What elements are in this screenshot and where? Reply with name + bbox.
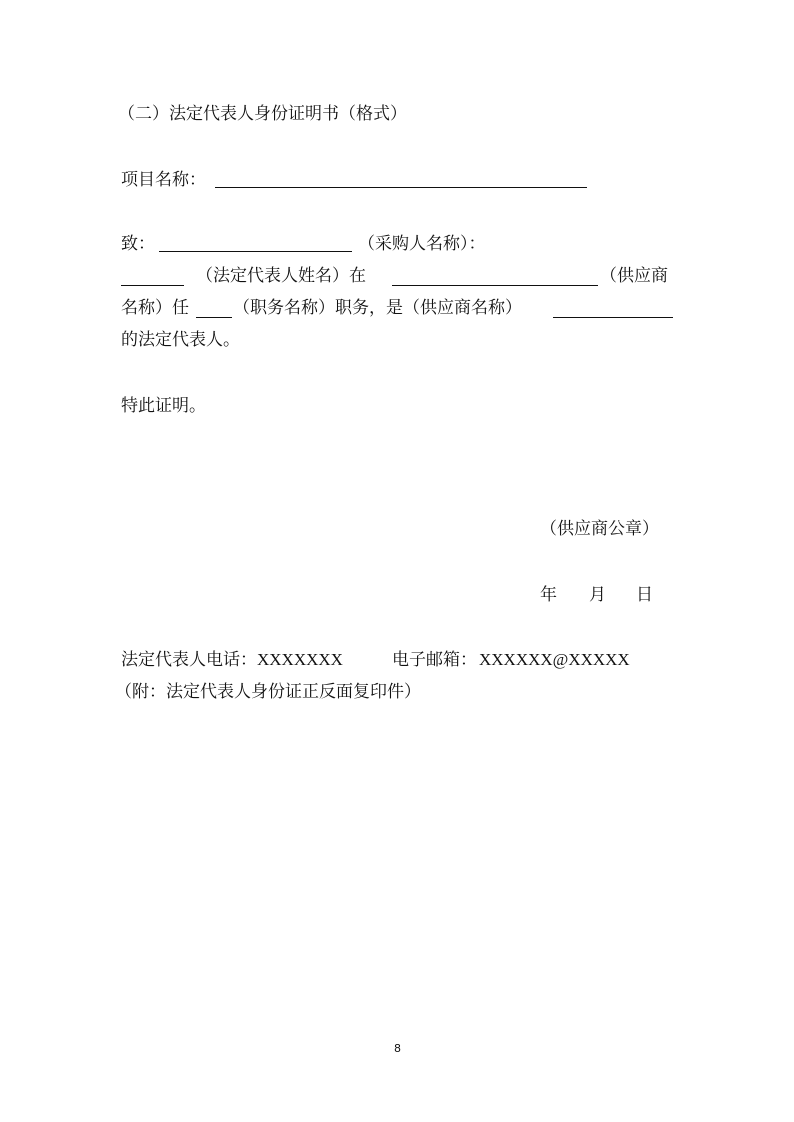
supplier-name-blank-2 xyxy=(553,317,673,318)
position-blank xyxy=(196,317,232,318)
position-hint: （职务名称）职务，是（供应商名称） xyxy=(233,298,522,318)
project-name-label: 项目名称： xyxy=(121,170,206,190)
project-name-blank xyxy=(215,187,587,188)
purchaser-name-blank xyxy=(159,251,352,252)
purchaser-name-hint: （采购人名称）： xyxy=(358,234,486,254)
phone-label: 法定代表人电话： xyxy=(121,650,257,670)
to-label: 致： xyxy=(121,234,155,254)
supplier-seal-label: （供应商公章） xyxy=(540,519,659,539)
supplier-name-blank-1 xyxy=(392,285,598,286)
date-month: 月 xyxy=(589,585,606,605)
date-year: 年 xyxy=(540,585,557,605)
email-label: 电子邮箱： xyxy=(392,650,477,670)
legal-rep-name-blank xyxy=(121,285,184,286)
legal-rep-name-hint: （法定代表人姓名）在 xyxy=(196,266,366,286)
supplier-name-hint-2: 名称）任 xyxy=(121,298,189,318)
date-day: 日 xyxy=(636,585,653,605)
attachment-note: （附：法定代表人身份证正反面复印件） xyxy=(115,682,421,702)
email-value: XXXXXX@XXXXX xyxy=(479,650,630,669)
phone-value: XXXXXXX xyxy=(257,650,343,669)
legal-rep-statement: 的法定代表人。 xyxy=(121,330,240,350)
document-heading: （二）法定代表人身份证明书（格式） xyxy=(118,104,407,124)
supplier-name-hint-1: （供应商 xyxy=(600,266,668,286)
certify-text: 特此证明。 xyxy=(121,396,206,416)
page-number: 8 xyxy=(394,1042,401,1055)
